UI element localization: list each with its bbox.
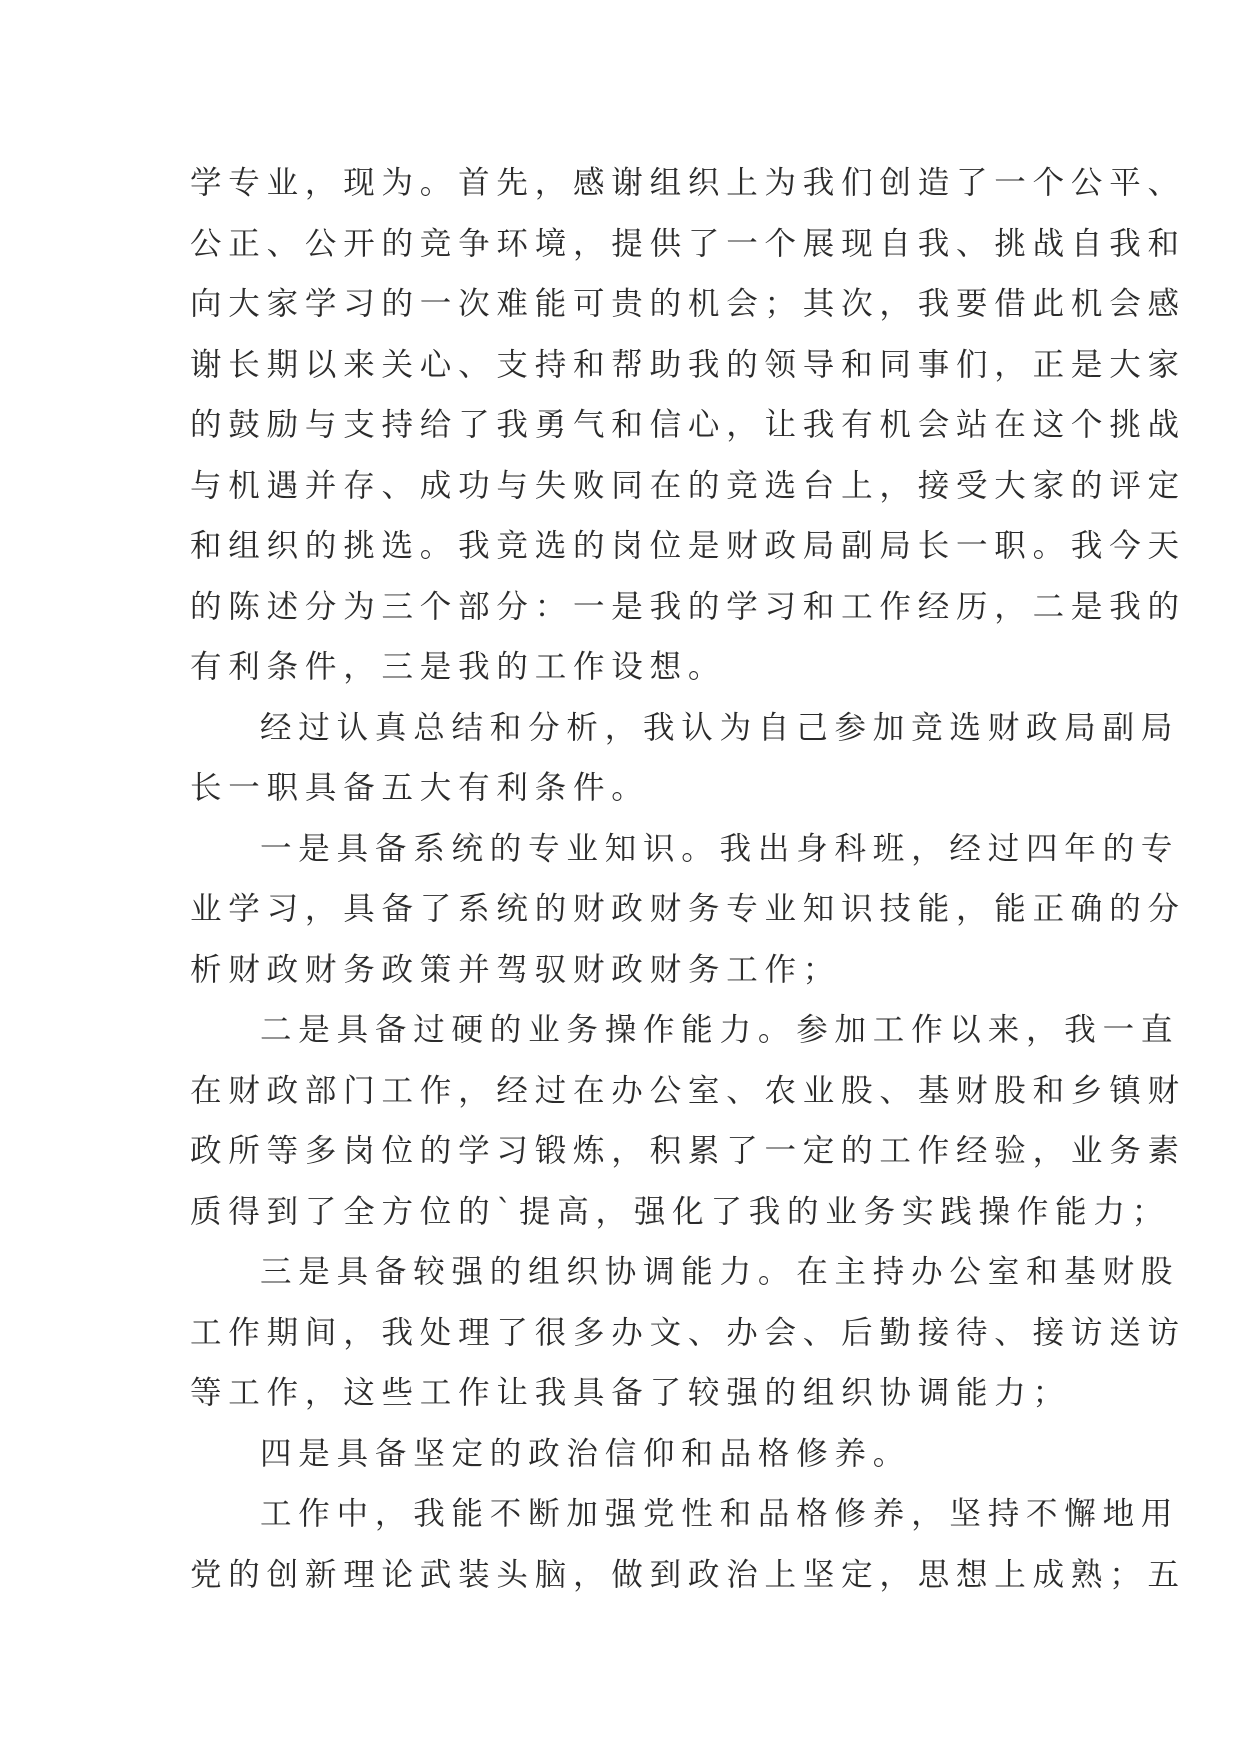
text-line: 有利条件，三是我的工作设想。 xyxy=(190,649,727,685)
text-line: 析财政财务政策并驾驭财政财务工作； xyxy=(190,951,842,988)
paragraph-first-line: 二是具备过硬的业务操作能力。参加工作以来，我一直 xyxy=(260,1012,1180,1048)
text-line: 学专业，现为。首先，感谢组织上为我们创造了一个公平、 xyxy=(190,165,1186,201)
text-line: 与机遇并存、成功与失败同在的竞选台上，接受大家的评定 xyxy=(190,467,1186,504)
text-line: 工作期间，我处理了很多办文、办会、后勤接待、接访送访 xyxy=(190,1314,1186,1351)
text-line: 的陈述分为三个部分：一是我的学习和工作经历，二是我的 xyxy=(190,588,1186,625)
text-line: 长一职具备五大有利条件。 xyxy=(190,770,650,806)
text-line: 谢长期以来关心、支持和帮助我的领导和同事们，正是大家 xyxy=(190,346,1186,383)
paragraph-first-line: 四是具备坚定的政治信仰和品格修养。 xyxy=(260,1435,912,1472)
text-line: 公正、公开的竞争环境，提供了一个展现自我、挑战自我和 xyxy=(190,225,1186,262)
text-line: 等工作，这些工作让我具备了较强的组织协调能力； xyxy=(190,1375,1071,1411)
text-line: 政所等多岗位的学习锻炼，积累了一定的工作经验，业务素 xyxy=(190,1133,1186,1169)
paragraph-first-line: 一是具备系统的专业知识。我出身科班，经过四年的专 xyxy=(260,830,1180,867)
paragraph-first-line: 经过认真总结和分析，我认为自己参加竞选财政局副局 xyxy=(260,709,1180,746)
text-line: 和组织的挑选。我竞选的岗位是财政局副局长一职。我今天 xyxy=(190,528,1186,564)
text-line: 质得到了全方位的`提高，强化了我的业务实践操作能力； xyxy=(190,1193,1171,1230)
document-body xyxy=(190,153,1186,1605)
text-line: 的鼓励与支持给了我勇气和信心，让我有机会站在这个挑战 xyxy=(190,407,1186,443)
text-line: 党的创新理论武装头脑，做到政治上坚定，思想上成熟；五 xyxy=(190,1556,1186,1593)
text-line: 在财政部门工作，经过在办公室、农业股、基财股和乡镇财 xyxy=(190,1072,1186,1109)
text-line: 业学习，具备了系统的财政财务专业知识技能，能正确的分 xyxy=(190,891,1186,927)
paragraph-first-line: 工作中，我能不断加强党性和品格修养，坚持不懈地用 xyxy=(260,1496,1180,1532)
text-line: 向大家学习的一次难能可贵的机会；其次，我要借此机会感 xyxy=(190,286,1186,322)
paragraph-first-line: 三是具备较强的组织协调能力。在主持办公室和基财股 xyxy=(260,1254,1180,1290)
